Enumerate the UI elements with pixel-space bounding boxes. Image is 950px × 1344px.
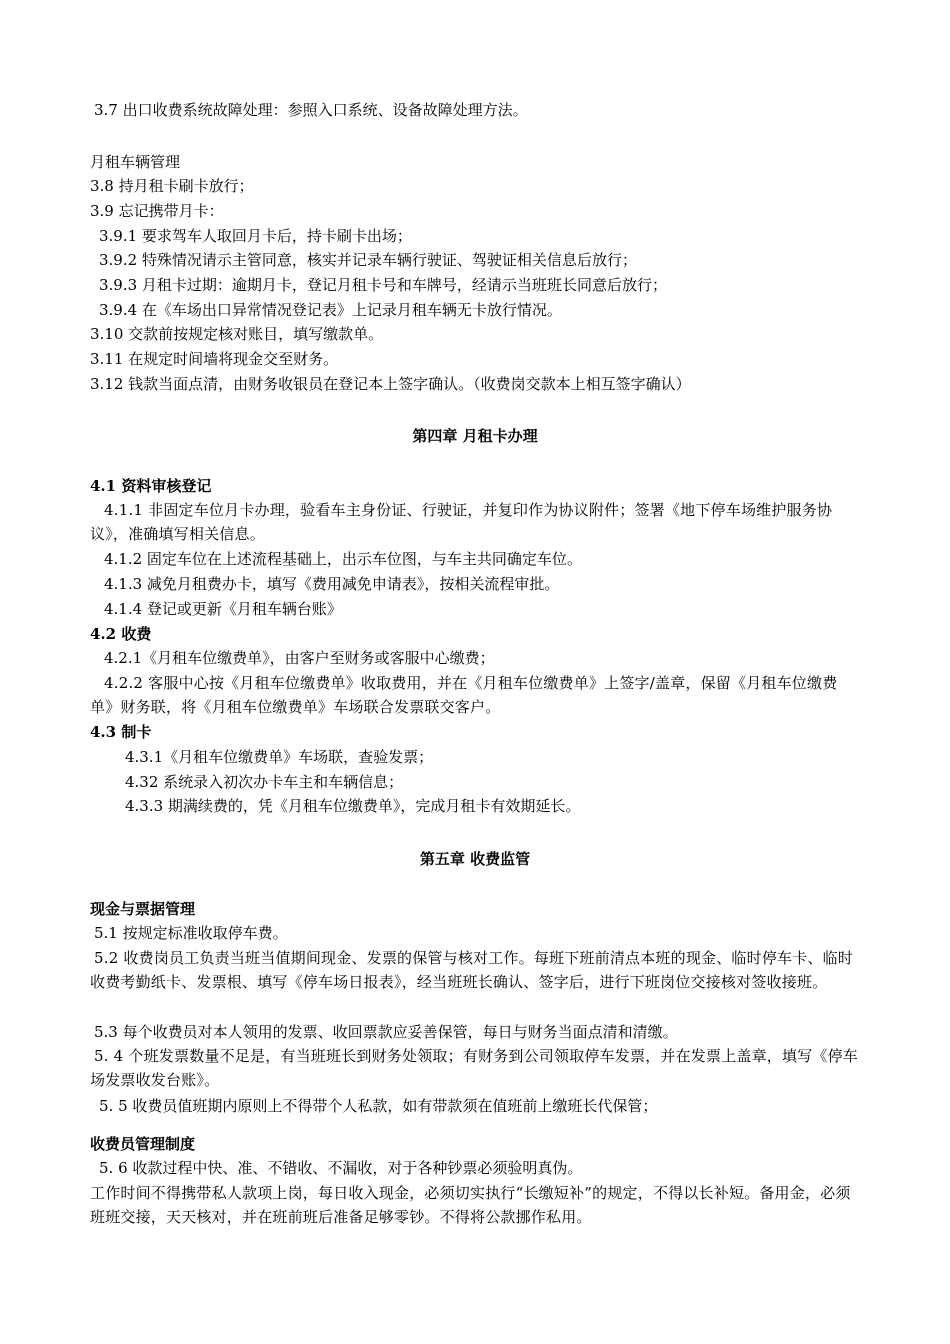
chapter-5-title: 第五章 收费监管 bbox=[419, 850, 531, 868]
line-5-3: 5.3 每个收费员对本人领用的发票、收回票款应妥善保管，每日与财务当面点清和清缴。 bbox=[94, 1023, 678, 1041]
line-4-1-1: 4.1.1 非固定车位月卡办理，验看车主身份证、行驶证，并复印作为协议附件；签署《地下停车场维护服务协议》，准确填写相关信息。 bbox=[90, 501, 833, 543]
line-3-10: 3.10 交款前按规定核对账目，填写缴款单。 bbox=[90, 325, 384, 343]
line-4-1-3: 4.1.3 减免月租费办卡，填写《费用减免申请表》，按相关流程审批。 bbox=[104, 575, 560, 593]
line-4-1-2: 4.1.2 固定车位在上述流程基础上，出示车位图，与车主共同确定车位。 bbox=[104, 550, 582, 568]
line-3-9-4: 3.9.4 在《车场出口异常情况登记表》上记录月租车辆无卡放行情况。 bbox=[99, 301, 562, 319]
line-work-rules: 工作时间不得携带私人款项上岗，每日收入现金，必须切实执行“长缴短补”的规定，不得以长补短。备用金，必须班班交接，天天核对，并在班前班后准备足够零钞。不得将公款挪作私用。 bbox=[90, 1184, 851, 1226]
line-3-9-2: 3.9.2 特殊情况请示主管同意，核实并记录车辆行驶证、驾驶证相关信息后放行； bbox=[99, 251, 637, 269]
line-4-3-1: 4.3.1《月租车位缴费单》车场联，查验发票； bbox=[125, 748, 434, 766]
line-5-6: 5. 6 收款过程中快、准、不错收、不漏收，对于各种钞票必须验明真伪。 bbox=[99, 1159, 583, 1177]
line-3-12: 3.12 钱款当面点清，由财务收银员在登记本上签字确认。（收费岗交款本上相互签字确认） bbox=[90, 375, 691, 393]
line-4-3-2: 4.32 系统录入初次办卡车主和车辆信息； bbox=[125, 773, 404, 791]
chapter-4-title: 第四章 月租卡办理 bbox=[412, 427, 538, 445]
section-4-1: 4.1 资料审核登记 bbox=[90, 477, 212, 495]
line-5-2: 5.2 收费岗员工负责当班当值期间现金、发票的保管与核对工作。每班下班前清点本班的现金、临时停车卡、临时收费考勤纸卡、发票根、填写《停车场日报表》，经当班班长确认、签字后，进行下班岗位交接核对签收接班。 bbox=[90, 949, 854, 991]
line-3-9-1: 3.9.1 要求驾车人取回月卡后，持卡刷卡出场； bbox=[99, 227, 412, 245]
line-3-11: 3.11 在规定时间墙将现金交至财务。 bbox=[90, 350, 339, 368]
line-4-2-1: 4.2.1《月租车位缴费单》，由客户至财务或客服中心缴费； bbox=[104, 649, 495, 667]
line-3-8: 3.8 持月租卡刷卡放行； bbox=[90, 177, 254, 195]
section-4-2: 4.2 收费 bbox=[90, 625, 152, 643]
section-monthly-vehicle-management: 月租车辆管理 bbox=[90, 153, 181, 171]
line-4-2-2: 4.2.2 客服中心按《月租车位缴费单》收取费用，并在《月租车位缴费单》上签字/盖章，保留《月租车位缴费单》财务联，将《月租车位缴费单》车场联合发票联交客户。 bbox=[90, 674, 838, 716]
line-5-5: 5. 5 收费员值班期内原则上不得带个人私款，如有带款须在值班前上缴班长代保管； bbox=[99, 1097, 658, 1115]
section-collector-rules: 收费员管理制度 bbox=[90, 1135, 196, 1153]
line-3-9-3: 3.9.3 月租卡过期：逾期月卡，登记月租卡号和车牌号，经请示当班班长同意后放行； bbox=[99, 276, 667, 294]
line-5-1: 5.1 按规定标准收取停车费。 bbox=[94, 924, 288, 942]
line-4-1-4: 4.1.4 登记或更新《月租车辆台账》 bbox=[104, 600, 342, 618]
line-3-7: 3.7 出口收费系统故障处理：参照入口系统、设备故障处理方法。 bbox=[94, 101, 528, 119]
line-5-4: 5. 4 个班发票数量不足是，有当班班长到财务处领取；有财务到公司领取停车发票，并在发票上盖章，填写《停车场发票收发台账》。 bbox=[90, 1047, 858, 1089]
section-cash-and-bills: 现金与票据管理 bbox=[90, 900, 196, 918]
line-3-9: 3.9 忘记携带月卡： bbox=[90, 202, 224, 220]
line-4-3-3: 4.3.3 期满续费的，凭《月租车位缴费单》，完成月租卡有效期延长。 bbox=[125, 797, 581, 815]
section-4-3: 4.3 制卡 bbox=[90, 723, 152, 741]
